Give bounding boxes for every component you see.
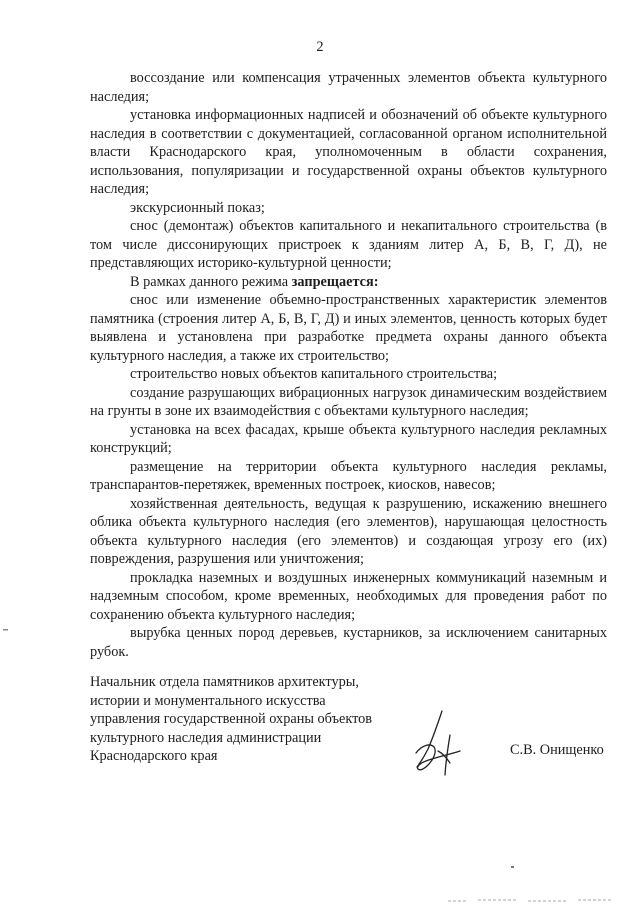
signatory-title-line: истории и монументального искусства: [90, 692, 326, 709]
paragraph-info-signs: установка информационных надписей и обозначений об объекте культурного наследия в соответствии с документацией, согласованной органом исполнительной власти Краснодарского края, уполномоченным в области сохранения, использования, популяризации и государственной охраны объектов культурного наследия;: [90, 107, 607, 197]
paragraph-prohibited-heading: [90, 273, 607, 292]
signatory-name: С.В. Онищенко: [510, 742, 604, 758]
prohibited-intro: В рамках данного режима: [130, 273, 292, 290]
scan-speck: [511, 866, 515, 869]
document-body: [90, 69, 607, 661]
paragraph-vibration: создание разрушающих вибрационных нагрузок динамическим воздействием на грунты в зоне их взаимодействия с объектами культурного наследия;: [90, 384, 607, 419]
signatory-title-line: Краснодарского края: [90, 748, 218, 764]
scan-edge-artifact: [448, 898, 618, 903]
paragraph-advertising-placement: размещение на территории объекта культурного наследия рекламы, транспарантов-перетяжек, временных построек, киосков, навесов;: [90, 458, 607, 493]
signatory-title: [90, 673, 410, 766]
paragraph-economic-activity: хозяйственная деятельность, ведущая к разрушению, искажению внешнего облика объекта культурного наследия (его элементов), нарушающая целостность объекта культурного наследия (его элементов) и создающая угрозу его (их) повреждения, разрушения или уничтожения;: [90, 495, 607, 567]
paragraph-utilities: прокладка наземных и воздушных инженерных коммуникаций наземным и надземным способом, кроме временных, необходимых для проведения работ по сохранению объекта культурного наследия;: [90, 569, 607, 623]
signatory-title-line: управления государственной охраны объектов: [90, 711, 373, 727]
paragraph-excursion: экскурсионный показ;: [130, 199, 265, 216]
paragraph-volume-change: снос или изменение объемно-пространственных характеристик элементов памятника (строения литер А, Б, В, Г, Д) и иных элементов, ценность которых будет выявлена и установлена при разработке предмета охраны данного объекта культурного наследия, а также их строительство;: [90, 292, 607, 364]
paragraph-new-construction: строительство новых объектов капитального строительства;: [130, 366, 498, 382]
handwritten-signature: [412, 705, 472, 785]
paragraph-tree-felling: вырубка ценных пород деревьев, кустарников, за исключением санитарных рубок.: [90, 625, 607, 660]
prohibited-word: запрещается:: [291, 273, 379, 290]
paragraph-demolition: снос (демонтаж) объектов капитального и некапитального строительства (в том числе диссонирующих пристроек к зданиям литер А, Б, В, Г, Д), не представляющих историко-культурной ценности;: [90, 218, 607, 271]
scan-speck: [3, 628, 9, 632]
page-number: 2: [316, 39, 324, 55]
paragraph-advertising-structures: установка на всех фасадах, крыше объекта культурного наследия рекламных конструкций;: [90, 421, 607, 456]
signatory-title-line: Начальник отдела памятников архитектуры,: [90, 674, 359, 690]
paragraph-restoration: воссоздание или компенсация утраченных элементов объекта культурного наследия;: [90, 70, 607, 105]
signatory-title-line: культурного наследия администрации: [90, 729, 322, 746]
